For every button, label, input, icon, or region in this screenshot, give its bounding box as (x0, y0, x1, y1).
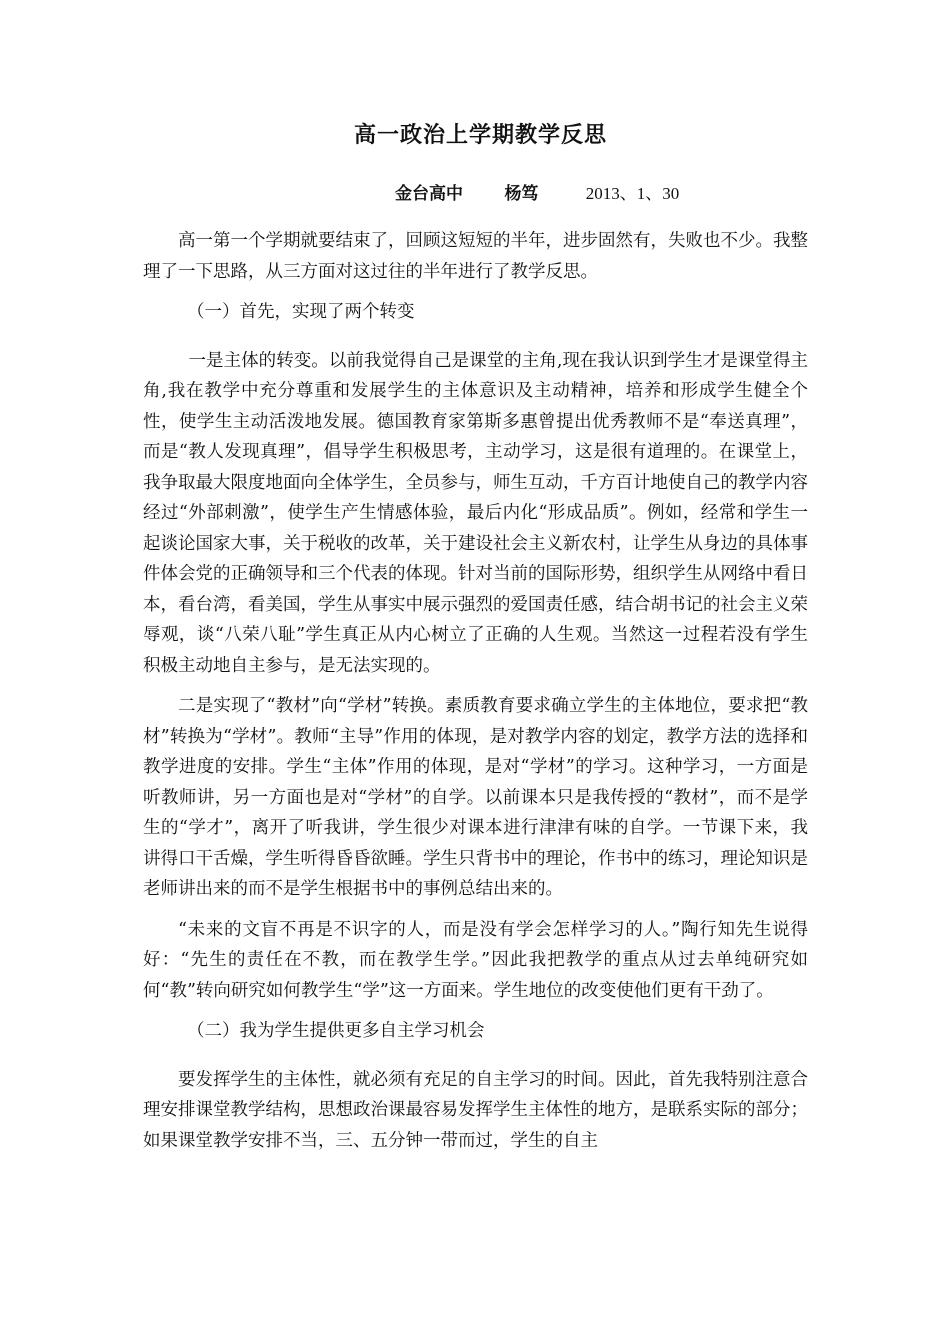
document-page (143, 118, 808, 1166)
paragraph: “未来的文盲不再是不识字的人，而是没有学会怎样学习的人。”陶行知先生说得好：“先生的责任在不教，而在教学生学。”因此我把教学的重点从过去单纯研究如何“教”转向研究如何教学生“学”这一方面来。学生地位的改变使他们更有干劲了。 (143, 919, 808, 1001)
section-heading: （二）我为学生提供更多自主学习机会 (187, 1021, 485, 1041)
byline-school: 金台高中 (395, 184, 463, 204)
paragraph: 高一第一个学期就要结束了，回顾这短短的半年，进步固然有，失败也不少。我整理了一下思路，从三方面对这过往的半年进行了教学反思。 (143, 231, 808, 282)
document-body (143, 226, 808, 1156)
paragraph: 二是实现了“教材”向“学材”转换。素质教育要求确立学生的主体地位，要求把“教材”转换为“学材”。教师“主导”作用的体现，是对教学内容的划定，教学方法的选择和教学进度的安排。学生“主体”作用的体现，是对“学材”的学习。这种学习，一方面是听教师讲，另一方面也是对“学材”的自学。以前课本只是我传授的“教材”，而不是学生的“学才”，离开了听我讲，学生很少对课本进行津津有味的自学。一节课下来，我讲得口干舌燥，学生听得昏昏欲睡。学生只背书中的理论，作书中的练习，理论知识是老师讲出来的而不是学生根据书中的事例总结出来的。 (143, 696, 808, 899)
byline (143, 179, 808, 204)
section-heading: （一）首先，实现了两个转变 (187, 302, 415, 322)
document-title: 高一政治上学期教学反思 (353, 122, 607, 148)
paragraph: 要发挥学生的主体性，就必须有充足的自主学习的时间。因此，首先我特别注意合理安排课堂教学结构，思想政治课最容易发挥学生主体性的地方，是联系实际的部分；如果课堂教学安排不当，三、五分钟一带而过，学生的自主 (143, 1069, 808, 1151)
byline-author: 杨笃 (504, 184, 539, 204)
byline-date: 2013、1、30 (585, 184, 680, 203)
paragraph: 一是主体的转变。以前我觉得自己是课堂的主角,现在我认识到学生才是课堂得主角,我在教学中充分尊重和发展学生的主体意识及主动精神，培养和形成学生健全个性，使学生主动活泼地发展。德国教育家第斯多惠曾提出优秀教师不是“奉送真理”，而是“教人发现真理”，倡导学生积极思考，主动学习，这是很有道理的。在课堂上，我争取最大限度地面向全体学生，全员参与，师生互动，千方百计地使自己的教学内容经过“外部刺激”，使学生产生情感体验，最后内化“形成品质”。例如，经常和学生一起谈论国家大事，关于税收的改革，关于建设社会主义新农村，让学生从身边的具体事件体会党的正确领导和三个代表的体现。针对当前的国际形势，组织学生从网络中看日本，看台湾，看美国，学生从事实中展示强烈的爱国责任感，结合胡书记的社会主义荣辱观，谈“八荣八耻”学生真正从内心树立了正确的人生观。当然这一过程若没有学生积极主动地自主参与，是无法实现的。 (143, 350, 808, 676)
